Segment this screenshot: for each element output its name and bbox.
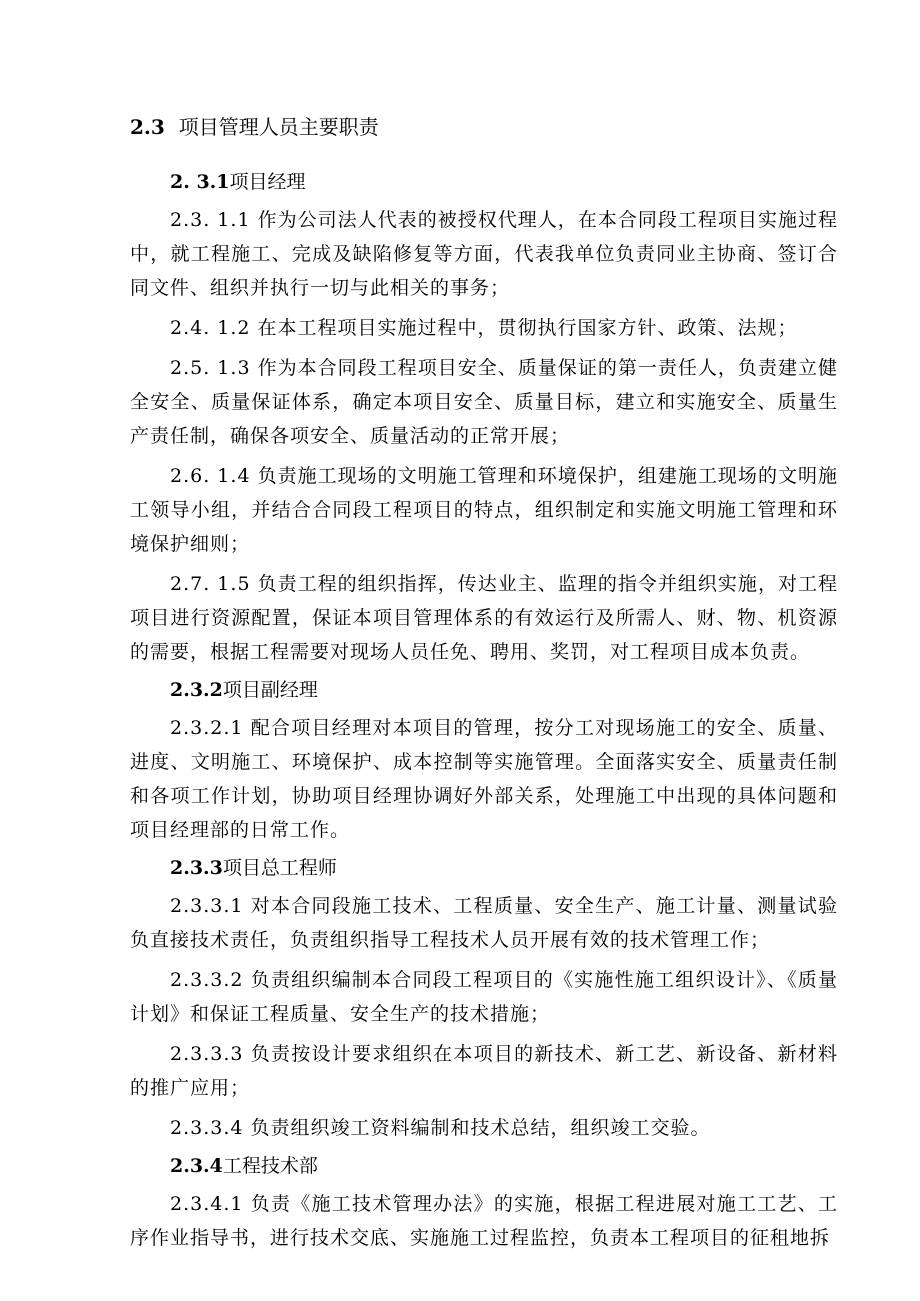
paragraph: 2.3.3.4 负责组织竣工资料编制和技术总结，组织竣工交验。 [170, 1117, 711, 1139]
subsection-text: 工程技术部 [222, 1155, 318, 1177]
paragraph: 2.3. 1.1 作为公司法人代表的被授权代理人，在本合同段工程项目实施过程中，就工程施工、完成及缺陷修复等方面，代表我单位负责同业主协商、签订合同文件、组织并执行一切与此相关的事务； [130, 209, 838, 299]
subsection-number: 2. 3.1 [170, 171, 230, 193]
paragraph: 2.3.2.1 配合项目经理对本项目的管理，按分工对现场施工的安全、质量、进度、文明施工、环境保护、成本控制等实施管理。全面落实安全、质量责任制和各项工作计划，协助项目经理协调好外部关系，处理施工中出现的具体问题和项目经理部的日常工作。 [130, 717, 838, 841]
paragraph: 2.3.4.1 负责《施工技术管理办法》的实施，根据工程进展对施工工艺、工序作业指导书，进行技术交底、实施施工过程监控，负责本工程项目的征租地拆 [130, 1193, 838, 1249]
paragraph: 2.7. 1.5 负责工程的组织指挥，传达业主、监理的指令并组织实施，对工程项目进行资源配置，保证本项目管理体系的有效运行及所需人、财、物、机资源的需要，根据工程需要对现场人员任免、聘用、奖罚，对工程项目成本负责。 [130, 573, 838, 663]
subsection-title-deputy-manager [130, 675, 838, 705]
paragraph: 2.3.3.2 负责组织编制本合同段工程项目的《实施性施工组织设计》、《质量计划》和保证工程质量、安全生产的技术措施； [130, 969, 838, 1025]
paragraph: 2.6. 1.4 负责施工现场的文明施工管理和环境保护，组建施工现场的文明施工领导小组，并结合合同段工程项目的特点，组织制定和实施文明施工管理和环境保护细则； [130, 465, 838, 555]
subsection-number: 2.3.2 [170, 679, 223, 701]
section-heading-number: 2.3 [130, 115, 165, 139]
subsection-title-chief-engineer [130, 853, 838, 883]
subsection-text: 项目总工程师 [222, 857, 337, 879]
paragraph: 2.3.3.3 负责按设计要求组织在本项目的新技术、新工艺、新设备、新材料的推广应用； [130, 1043, 838, 1099]
paragraph: 2.5. 1.3 作为本合同段工程项目安全、质量保证的第一责任人，负责建立健全安全、质量保证体系，确定本项目安全、质量目标，建立和实施安全、质量生产责任制，确保各项安全、质量活动的正常开展； [130, 357, 838, 447]
paragraph: 2.4. 1.2 在本工程项目实施过程中，贯彻执行国家方针、政策、法规； [170, 317, 798, 339]
section-heading-text: 项目管理人员主要职责 [178, 115, 379, 139]
subsection-number: 2.3.4 [170, 1155, 223, 1177]
subsection-number: 2.3.3 [170, 857, 223, 879]
subsection-text: 项目副经理 [222, 679, 318, 701]
paragraph: 2.3.3.1 对本合同段施工技术、工程质量、安全生产、施工计量、测量试验负直接技术责任，负责组织指导工程技术人员开展有效的技术管理工作； [130, 895, 838, 951]
subsection-title-engineering-dept [130, 1151, 838, 1181]
document-body [130, 112, 838, 1261]
section-heading [130, 112, 838, 142]
subsection-text: 项目经理 [229, 171, 306, 193]
subsection-title-project-manager [130, 167, 838, 197]
